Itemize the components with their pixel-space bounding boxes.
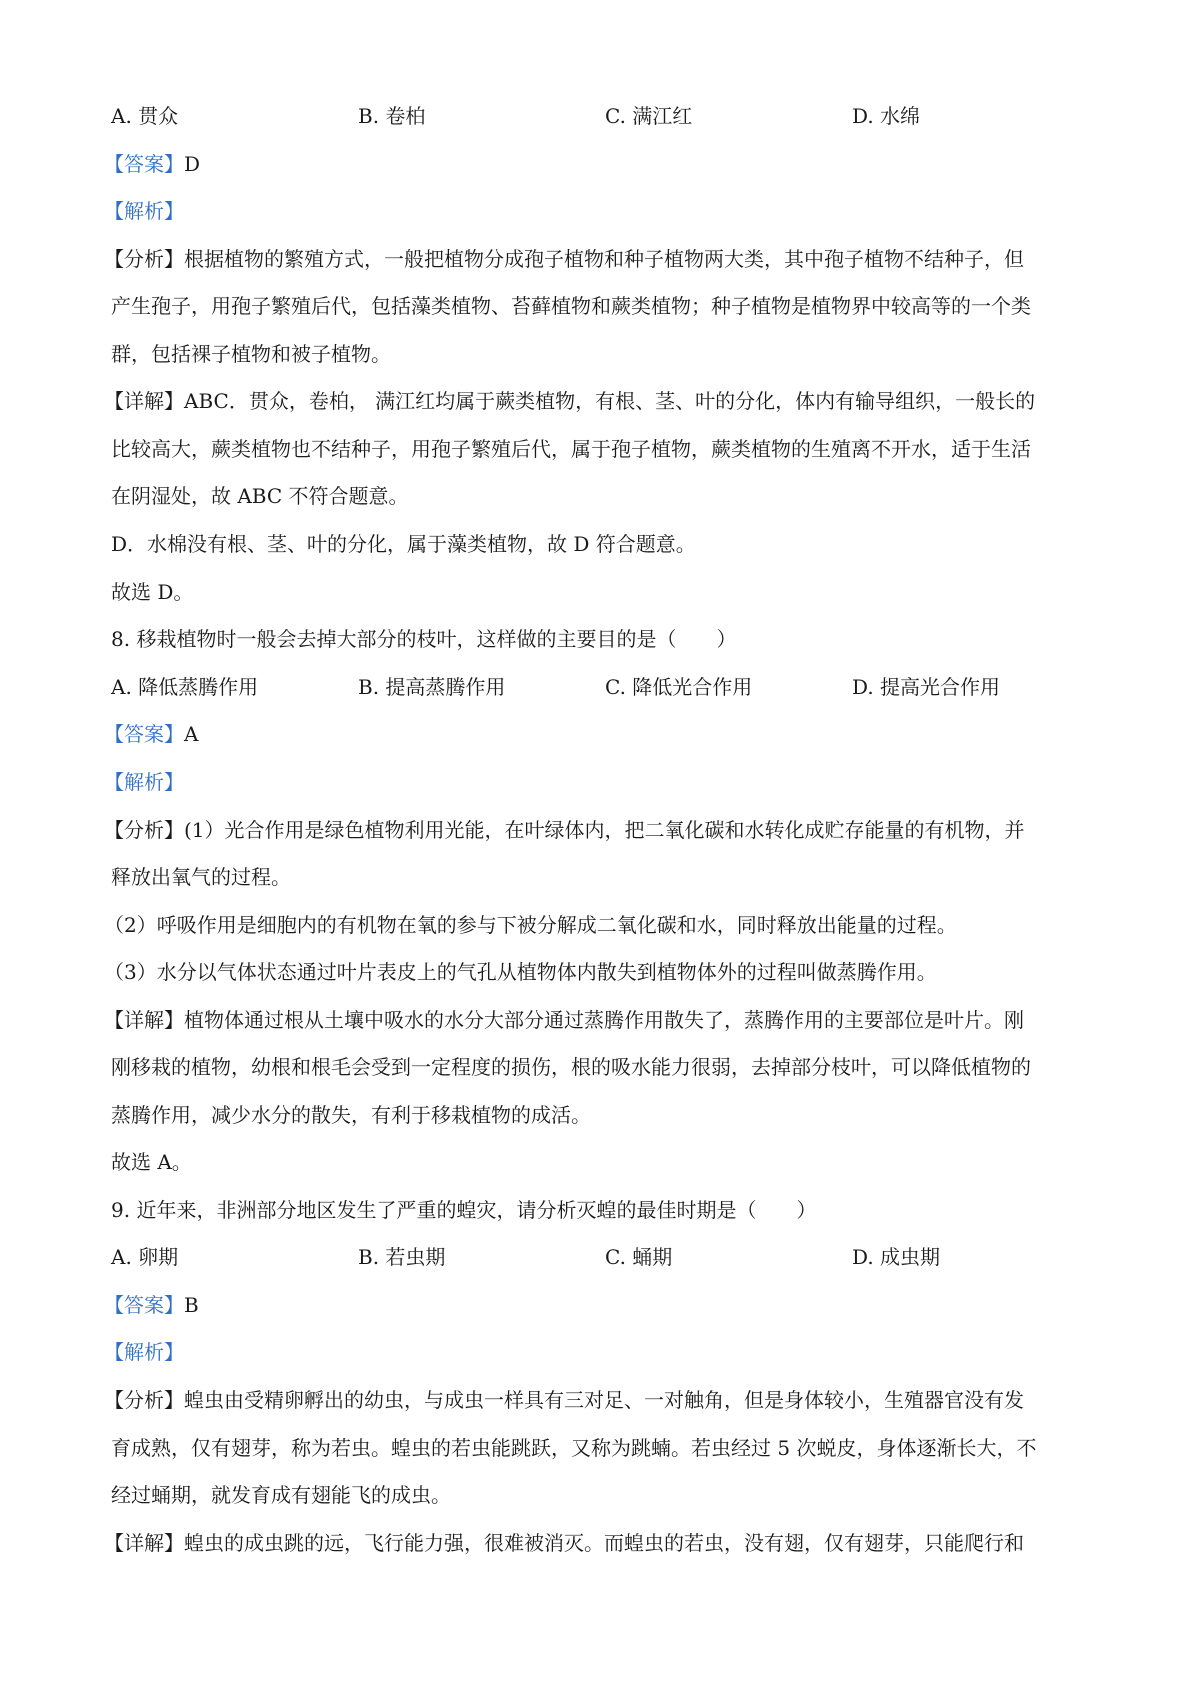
q9-answer (104, 1293, 199, 1317)
q9-options (111, 1245, 1111, 1269)
q8-analysis-tag: 【解析】 (104, 770, 184, 794)
answer-tag: 【答案】 (104, 1293, 184, 1317)
q7-xiangjie-line: 【详解】ABC．贯众，卷柏， 满江红均属于蕨类植物，有根、茎、叶的分化，体内有输导组织，一般长的 (104, 389, 1036, 413)
answer-tag: 【答案】 (104, 722, 184, 746)
q8-options (111, 675, 1111, 699)
q8-xiangjie-line: 【详解】植物体通过根从土壤中吸水的水分大部分通过蒸腾作用散失了，蒸腾作用的主要部位是叶片。刚 (104, 1008, 1024, 1032)
q8-fenxi-line: （2）呼吸作用是细胞内的有机物在氧的参与下被分解成二氧化碳和水，同时释放出能量的过程。 (104, 913, 957, 937)
q8-conclusion: 故选 A。 (111, 1150, 192, 1174)
q9-fenxi-line: 【分析】蝗虫由受精卵孵出的幼虫，与成虫一样具有三对足、一对触角，但是身体较小，生殖器官没有发 (104, 1388, 1024, 1412)
q8-option-b: B. 提高蒸腾作用 (358, 675, 506, 699)
q9-option-d: D. 成虫期 (852, 1245, 941, 1269)
q7-option-b: B. 卷柏 (358, 104, 426, 128)
q9-option-a: A. 卵期 (111, 1245, 179, 1269)
answer-value: B (184, 1293, 199, 1317)
q7-fenxi-line: 群，包括裸子植物和被子植物。 (111, 342, 391, 366)
answer-tag: 【答案】 (104, 152, 184, 176)
q9-stem: 9. 近年来，非洲部分地区发生了严重的蝗灾，请分析灭蝗的最佳时期是（ ） (111, 1198, 817, 1222)
q9-analysis-tag: 【解析】 (104, 1340, 184, 1364)
q9-fenxi-line: 育成熟，仅有翅芽，称为若虫。蝗虫的若虫能跳跃，又称为跳蝻。若虫经过 5 次蜕皮，身体逐渐长大，不 (111, 1436, 1037, 1460)
q8-fenxi-line: 释放出氧气的过程。 (111, 865, 291, 889)
answer-value: D (184, 152, 201, 176)
q7-analysis-tag: 【解析】 (104, 199, 184, 223)
q7-conclusion: 故选 D。 (111, 580, 194, 604)
q8-xiangjie-line: 蒸腾作用，减少水分的散失，有利于移栽植物的成活。 (111, 1103, 591, 1127)
q8-xiangjie-line: 刚移栽的植物，幼根和根毛会受到一定程度的损伤，根的吸水能力很弱，去掉部分枝叶，可以降低植物的 (111, 1055, 1031, 1079)
q9-option-c: C. 蛹期 (605, 1245, 673, 1269)
q8-option-d: D. 提高光合作用 (852, 675, 1001, 699)
q7-answer (104, 152, 200, 176)
q8-stem: 8. 移栽植物时一般会去掉大部分的枝叶，这样做的主要目的是（ ） (111, 627, 737, 651)
q9-fenxi-line: 经过蛹期，就发育成有翅能飞的成虫。 (111, 1483, 451, 1507)
q7-xiangjie-line: D．水棉没有根、茎、叶的分化，属于藻类植物，故 D 符合题意。 (111, 532, 696, 556)
q8-fenxi-line: 【分析】(1）光合作用是绿色植物利用光能，在叶绿体内，把二氧化碳和水转化成贮存能量的有机物，并 (104, 818, 1025, 842)
q9-xiangjie-line: 【详解】蝗虫的成虫跳的远，飞行能力强，很难被消灭。而蝗虫的若虫，没有翅，仅有翅芽，只能爬行和 (104, 1531, 1024, 1555)
q7-options (111, 104, 1111, 128)
q7-option-a: A. 贯众 (111, 104, 179, 128)
q7-xiangjie-line: 比较高大，蕨类植物也不结种子，用孢子繁殖后代，属于孢子植物，蕨类植物的生殖离不开水，适于生活 (111, 437, 1031, 461)
q8-fenxi-line: （3）水分以气体状态通过叶片表皮上的气孔从植物体内散失到植物体外的过程叫做蒸腾作用。 (104, 960, 937, 984)
q7-fenxi-line: 【分析】根据植物的繁殖方式，一般把植物分成孢子植物和种子植物两大类，其中孢子植物不结种子，但 (104, 247, 1024, 271)
q9-option-b: B. 若虫期 (358, 1245, 446, 1269)
q7-fenxi-line: 产生孢子，用孢子繁殖后代，包括藻类植物、苔藓植物和蕨类植物；种子植物是植物界中较高等的一个类 (111, 294, 1031, 318)
q7-xiangjie-line: 在阴湿处，故 ABC 不符合题意。 (111, 484, 409, 508)
q8-option-a: A. 降低蒸腾作用 (111, 675, 259, 699)
q7-option-d: D. 水绵 (852, 104, 921, 128)
answer-value: A (184, 722, 199, 746)
q7-option-c: C. 满江红 (605, 104, 693, 128)
q8-option-c: C. 降低光合作用 (605, 675, 753, 699)
q8-answer (104, 722, 198, 746)
